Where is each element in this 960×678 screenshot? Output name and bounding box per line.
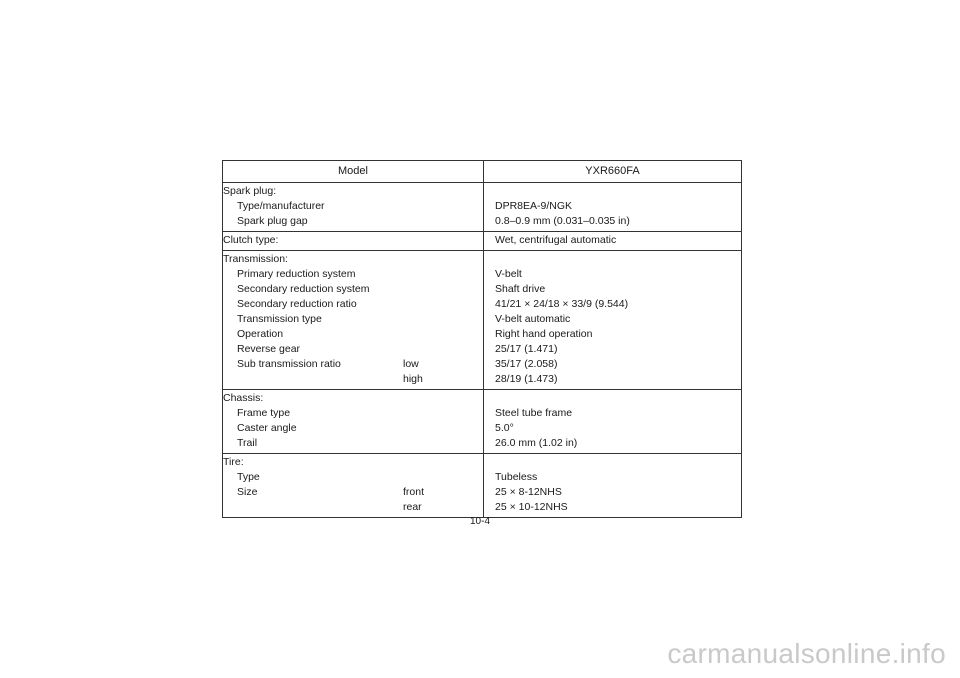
- spec-label: Spark plug gap: [237, 215, 308, 227]
- spec-value: Tubeless: [495, 471, 538, 483]
- section-title-value: [483, 391, 741, 406]
- section-title-value: Wet, centrifugal automatic: [495, 234, 617, 246]
- header-model-value: YXR660FA: [585, 165, 640, 177]
- spec-row: [223, 421, 741, 436]
- spec-sublabel: [403, 421, 483, 436]
- spec-sublabel: [403, 199, 483, 214]
- section-title-row: [223, 184, 741, 199]
- spec-value: Steel tube frame: [495, 407, 573, 419]
- spec-value: 25/17 (1.471): [495, 343, 558, 355]
- spec-value: 25 × 8-12NHS: [495, 486, 562, 498]
- spec-sublabel: [403, 214, 483, 229]
- section-title-row: [223, 252, 741, 267]
- spec-sublabel: front: [403, 486, 425, 498]
- header-model-label: Model: [223, 161, 484, 182]
- spec-sublabel: [403, 312, 483, 327]
- spec-value: 35/17 (2.058): [495, 358, 558, 370]
- spec-label: Transmission type: [237, 313, 322, 325]
- spec-label: Caster angle: [237, 422, 297, 434]
- section-title-value: [483, 252, 741, 267]
- spec-row: [223, 214, 741, 229]
- spec-value: Right hand operation: [495, 328, 593, 340]
- spec-row: [223, 312, 741, 327]
- section-title-row: [223, 455, 741, 470]
- spec-row: [223, 342, 741, 357]
- section-title: Chassis:: [223, 392, 264, 404]
- spec-sections: [223, 183, 741, 517]
- spec-sublabel: [403, 297, 483, 312]
- spec-section: [223, 390, 741, 454]
- spec-value: Shaft drive: [495, 283, 546, 295]
- spec-table: [222, 160, 742, 518]
- spec-section: [223, 251, 741, 390]
- spec-sublabel: [403, 342, 483, 357]
- spec-row: [223, 327, 741, 342]
- spec-sublabel: [403, 436, 483, 451]
- spec-section: [223, 232, 741, 251]
- spec-label: Secondary reduction system: [237, 283, 370, 295]
- section-title: Tire:: [223, 456, 244, 468]
- section-title: Clutch type:: [223, 234, 279, 246]
- spec-label: Primary reduction system: [237, 268, 356, 280]
- spec-row: [223, 199, 741, 214]
- section-title-value: [483, 184, 741, 199]
- spec-sublabel: [403, 327, 483, 342]
- spec-value: 0.8–0.9 mm (0.031–0.035 in): [495, 215, 630, 227]
- spec-value: 28/19 (1.473): [495, 373, 558, 385]
- spec-label: Type: [237, 471, 260, 483]
- spec-label: [237, 372, 403, 387]
- watermark: carmanualsonline.info: [667, 638, 946, 669]
- section-title-row: [223, 391, 741, 406]
- section-title-row: [223, 233, 741, 248]
- spec-label: Sub transmission ratio: [237, 358, 341, 370]
- spec-sublabel: high: [403, 373, 423, 385]
- spec-label: Type/manufacturer: [237, 200, 325, 212]
- spec-label: [237, 500, 403, 515]
- spec-label: Operation: [237, 328, 284, 340]
- spec-row: [223, 485, 741, 500]
- spec-row: [223, 406, 741, 421]
- spec-sublabel: [403, 267, 483, 282]
- spec-sublabel: [403, 470, 483, 485]
- spec-label: Secondary reduction ratio: [237, 298, 357, 310]
- spec-value: V-belt automatic: [495, 313, 571, 325]
- spec-label: Size: [237, 486, 258, 498]
- spec-label: Reverse gear: [237, 343, 301, 355]
- spec-sublabel: rear: [403, 501, 422, 513]
- spec-section: [223, 183, 741, 232]
- spec-row: [223, 500, 741, 515]
- spec-value: 5.0°: [495, 422, 514, 434]
- section-title: Transmission:: [223, 253, 288, 265]
- spec-row: [223, 436, 741, 451]
- section-title: Spark plug:: [223, 185, 277, 197]
- section-title-value: [483, 455, 741, 470]
- spec-row: [223, 282, 741, 297]
- spec-value: 26.0 mm (1.02 in): [495, 437, 578, 449]
- page-number: 10-4: [469, 516, 490, 527]
- spec-label: Trail: [237, 437, 258, 449]
- spec-value: DPR8EA-9/NGK: [495, 200, 573, 212]
- spec-sublabel: [403, 282, 483, 297]
- spec-row: [223, 372, 741, 387]
- spec-label: Frame type: [237, 407, 291, 419]
- table-header: [223, 161, 741, 183]
- spec-section: [223, 454, 741, 517]
- spec-row: [223, 357, 741, 372]
- spec-value: 25 × 10-12NHS: [495, 501, 568, 513]
- spec-row: [223, 297, 741, 312]
- spec-value: V-belt: [495, 268, 522, 280]
- spec-value: 41/21 × 24/18 × 33/9 (9.544): [495, 298, 629, 310]
- spec-row: [223, 470, 741, 485]
- spec-sublabel: low: [403, 358, 419, 370]
- spec-sublabel: [403, 406, 483, 421]
- spec-row: [223, 267, 741, 282]
